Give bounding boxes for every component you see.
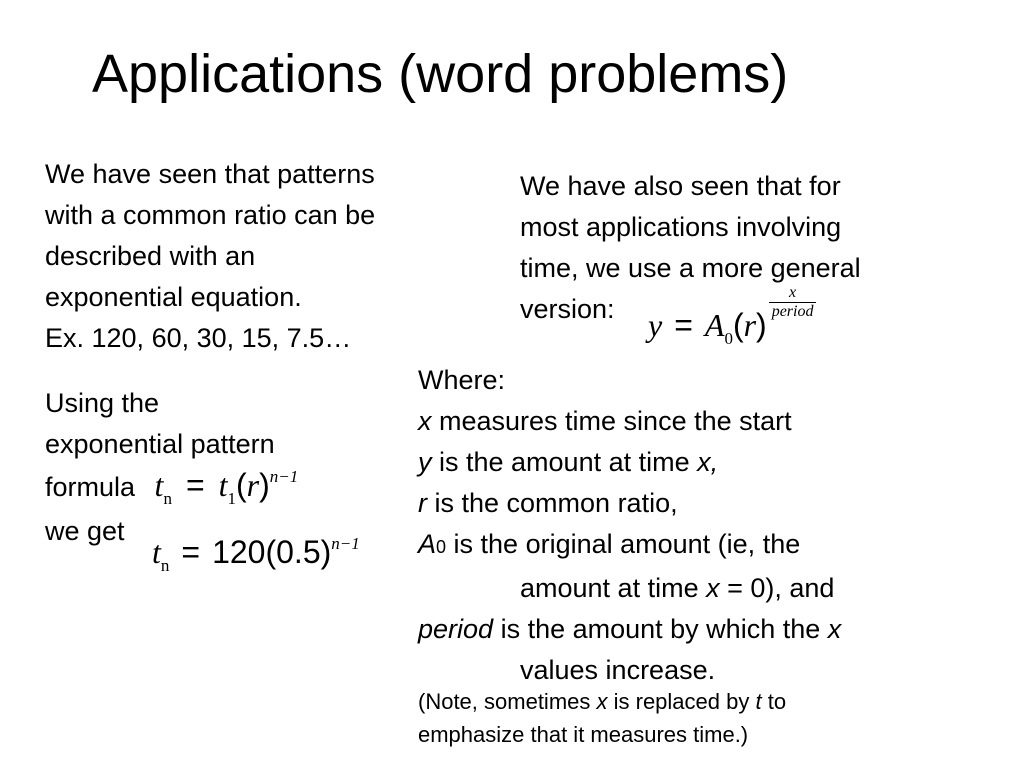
sub-n: n [163, 489, 172, 508]
formula-line [45, 465, 298, 511]
note-line-2: emphasize that it measures time.) [418, 722, 749, 747]
sub-0: 0 [436, 537, 447, 557]
var-r: r [743, 307, 757, 343]
result-body: 120(0.5) [212, 534, 332, 570]
sub-0: 0 [724, 329, 733, 348]
var-t: t [755, 689, 762, 714]
var-A: A [418, 529, 437, 559]
var-x: x [596, 689, 608, 714]
paren-close: ) [756, 307, 767, 343]
var-y: y [418, 447, 432, 477]
var-r: r [246, 467, 260, 503]
slide-title: Applications (word problems) [92, 44, 789, 104]
exponent: n−1 [331, 534, 360, 553]
where-x [418, 401, 841, 442]
where-period-cont: values increase. [520, 655, 716, 685]
note-pre: (Note, sometimes [418, 689, 597, 714]
sub-n: n [160, 556, 170, 575]
left-intro-line: We have seen that patterns [45, 159, 375, 189]
paren-close: ) [259, 467, 270, 503]
var-t: t [152, 534, 161, 570]
where-x-text: measures time since the start [431, 406, 792, 436]
where-block [418, 360, 841, 691]
where-heading: Where: [418, 365, 506, 395]
right-intro-line: time, we use a more general [520, 253, 861, 283]
example-sequence: Ex. 120, 60, 30, 15, 7.5… [45, 323, 352, 353]
left-intro-line: described with an [45, 241, 256, 271]
var-A: A [704, 307, 725, 343]
formula-label: formula [45, 472, 136, 502]
paren-open: ( [236, 467, 247, 503]
paren-open: ( [732, 307, 744, 343]
var-period: period [418, 614, 494, 644]
where-a-cont-text: amount at time [520, 573, 707, 603]
left-intro-line: with a common ratio can be [45, 200, 376, 230]
sub-1: 1 [227, 489, 237, 508]
where-r-text: is the common ratio, [427, 488, 678, 518]
where-a [418, 524, 841, 568]
exponent-denominator: period [771, 303, 814, 320]
left-intro-line: exponential equation. [45, 282, 302, 312]
where-y-text: is the amount at time [431, 447, 698, 477]
where-period-text: is the amount by which the [493, 614, 828, 644]
exponent-numerator: x [769, 284, 817, 303]
note-post: to [761, 689, 787, 714]
where-a-text: is the original amount (ie, the [446, 529, 801, 559]
where-a-cont [418, 568, 841, 609]
general-formula [648, 284, 816, 353]
where-y [418, 442, 841, 483]
var-t1: t [218, 467, 228, 503]
var-x: x [706, 573, 720, 603]
equals: = [185, 467, 205, 503]
using-line: exponential pattern [45, 429, 275, 459]
result-formula [152, 530, 360, 580]
equals: = [674, 307, 693, 343]
equals: = [181, 534, 201, 570]
var-x: x, [697, 447, 719, 477]
note-mid: is replaced by [607, 689, 756, 714]
using-line: Using the [45, 388, 160, 418]
exponent-fraction [769, 284, 817, 321]
note [418, 685, 786, 751]
var-y: y [648, 307, 663, 343]
right-intro-line: version: [520, 294, 615, 324]
we-get: we get [45, 516, 125, 546]
right-intro-line: most applications involving [520, 212, 842, 242]
right-intro-line: We have also seen that for [520, 171, 841, 201]
exponent: n−1 [269, 467, 299, 486]
var-x: x [418, 406, 432, 436]
left-using [45, 383, 298, 552]
var-r: r [418, 488, 427, 518]
where-a-cont-post: = 0), and [719, 573, 835, 603]
where-period [418, 609, 841, 650]
left-intro [45, 154, 375, 359]
where-r [418, 483, 841, 524]
var-x: x [827, 614, 842, 644]
pattern-formula [154, 467, 299, 508]
note-line-1 [418, 685, 786, 718]
var-t: t [154, 467, 164, 503]
